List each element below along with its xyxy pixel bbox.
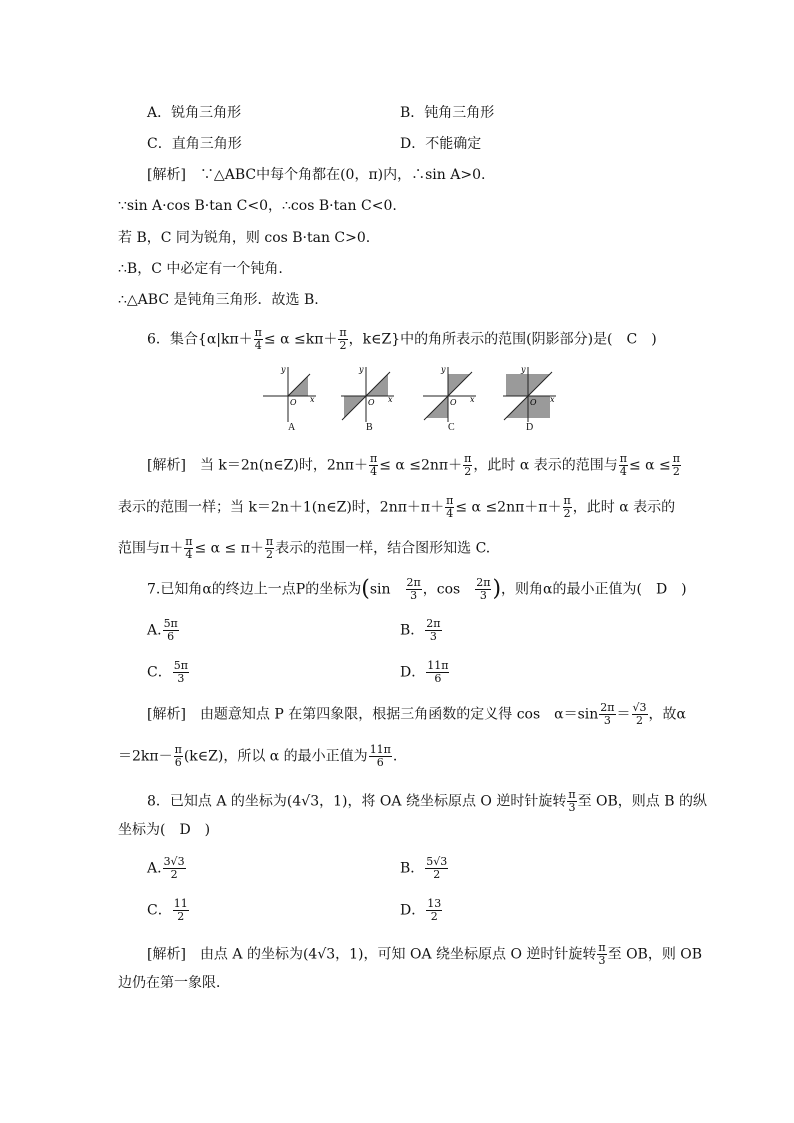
q6-solution-line-1: [解析] 当 k＝2n(n∈Z)时，2nπ＋ $\frac{\pi}{4}$ ≤ α ≤2nπ＋ $\frac{\pi}{2}$ ，此时 α 表示的范围与 $\frac{\pi}{4}$ ≤ α ≤ $\frac{\pi}{2}$: [147, 452, 681, 478]
axis-x-label: x: [310, 395, 315, 404]
q5-solution-line-2: ∵sin A·cos B·tan C<0，∴cos B·tan C<0.: [118, 198, 397, 214]
q8-option-b: B． $\frac{5√3}{2}$: [400, 855, 448, 881]
q5-option-b: B．钝角三角形: [400, 105, 495, 121]
q5-solution-line-4: ∴B，C 中必定有一个钝角.: [118, 261, 283, 277]
axis-y-label: y: [281, 365, 286, 374]
q5-solution-line-3: 若 B，C 同为锐角，则 cos B·tan C>0.: [118, 230, 371, 246]
q5-sol-text-1: ∵△ABC中每个角都在(0，π)内，∴sin A>0.: [199, 167, 486, 183]
q8-stem-line-2: 坐标为( D ): [118, 822, 211, 838]
figure-label-b: B: [366, 422, 373, 433]
svg-text:y: y: [521, 365, 526, 374]
q7-option-a: A. $\frac{5\pi}{6}$: [147, 617, 178, 643]
figure-a: [263, 365, 316, 422]
q5-option-d: D．不能确定: [400, 136, 482, 152]
q8-option-c: C． $\frac{11}{2}$: [147, 897, 188, 923]
q8-solution-line-2: 边仍在第一象限．: [118, 975, 230, 991]
q5-solution-line-1: [147, 166, 485, 184]
q7-option-c: C． $\frac{5\pi}{3}$: [147, 659, 188, 685]
figure-label-a: A: [288, 422, 296, 433]
q8-stem-line-1: 8．已知点 A 的坐标为(4√3，1)，将 OA 绕坐标原点 O 逆时针旋转 $\frac{\pi}{3}$ 至 OB，则点 B 的纵: [147, 788, 707, 814]
figure-d: [503, 365, 556, 422]
q7-option-b: B． $\frac{2\pi}{3}$: [400, 617, 441, 643]
q5-option-c: C．直角三角形: [147, 136, 242, 152]
q6-solution-line-3: 范围与π＋ $\frac{\pi}{4}$ ≤ α ≤ π＋ $\frac{\pi}{2}$ 表示的范围一样，结合图形知选 C.: [118, 535, 491, 561]
figure-label-d: D: [526, 422, 534, 433]
q8-option-a: A. $\frac{3√3}{2}$: [147, 855, 185, 881]
q7-stem: 7.已知角α的终边上一点P的坐标为(sin $\frac{2\pi}{3}$ ，cos $\frac{2\pi}{3}$ )，则角α的最小正值为( D ): [147, 576, 687, 602]
figure-label-c: C: [448, 422, 455, 433]
q5-option-a: A．锐角三角形: [147, 105, 242, 121]
solution-tag: [解析]: [147, 167, 186, 183]
q5-solution-line-5: ∴△ABC 是钝角三角形．故选 B.: [118, 292, 319, 308]
svg-text:O: O: [530, 398, 537, 407]
svg-text:O: O: [368, 398, 375, 407]
q7-solution-line-1: [解析] 由题意知点 P 在第四象限，根据三角函数的定义得 cos α＝sin $\frac{2\pi}{3}$ ＝ $\frac{√3}{2}$ ，故α: [147, 701, 687, 727]
svg-text:y: y: [359, 365, 364, 374]
q8-solution-line-1: [解析] 由点 A 的坐标为(4√3，1)，可知 OA 绕坐标原点 O 逆时针旋转 $\frac{\pi}{3}$ 至 OB，则 OB: [147, 941, 703, 967]
q6-stem: 6．集合{α|kπ＋ $\frac{\pi}{4}$ ≤ α ≤kπ＋ $\frac{\pi}{2}$ ，k∈Z}中的角所表示的范围(阴影部分)是( C ): [147, 326, 657, 352]
figure-c: [423, 365, 476, 422]
svg-text:x: x: [470, 395, 475, 404]
svg-text:y: y: [441, 365, 446, 374]
q6-solution-line-2: 表示的范围一样；当 k＝2n＋1(n∈Z)时，2nπ＋π＋ $\frac{\pi}{4}$ ≤ α ≤2nπ＋π＋ $\frac{\pi}{2}$ ，此时 α 表示的: [118, 494, 676, 520]
svg-text:x: x: [388, 395, 393, 404]
q7-option-d: D． $\frac{11\pi}{6}$: [400, 659, 449, 685]
q6-figures: [258, 362, 558, 434]
svg-text:x: x: [550, 395, 555, 404]
q8-option-d: D． $\frac{13}{2}$: [400, 897, 442, 923]
q7-solution-line-2: ＝2kπ－ $\frac{\pi}{6}$ (k∈Z)，所以 α 的最小正值为 $\frac{11\pi}{6}$ .: [118, 743, 398, 769]
figure-b: [341, 365, 394, 422]
svg-text:O: O: [450, 398, 457, 407]
origin-label: O: [290, 398, 297, 407]
